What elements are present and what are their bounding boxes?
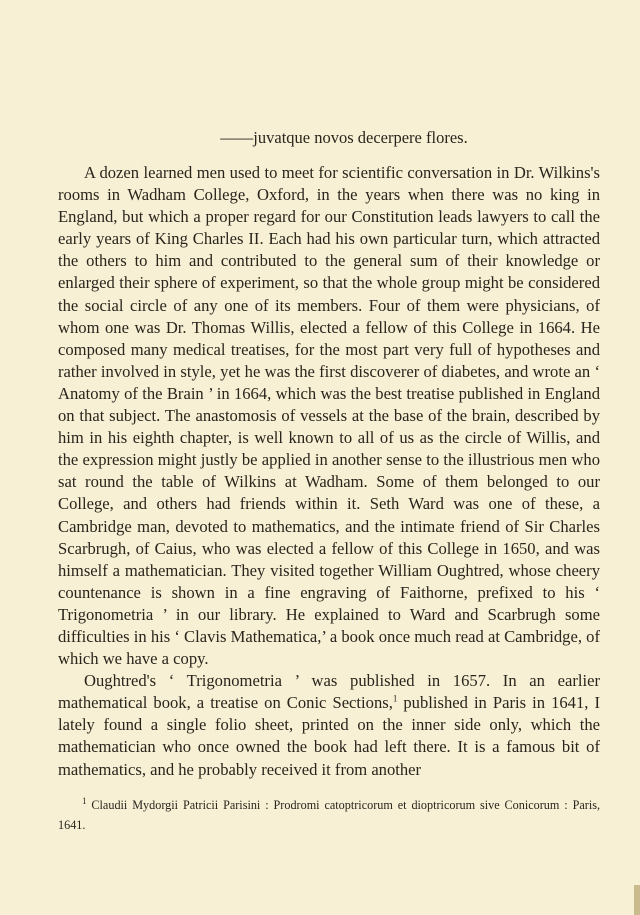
paragraph-2-part-2: published in Paris in 1641, I lately found a single folio sheet, printed on the inner side only, which the mathematician who once owned the book had left there. It is a famous bit of mathematics, and he probably received it from another <box>58 693 600 779</box>
footnote-reference: 1 <box>392 693 398 704</box>
paragraph-2 <box>58 670 600 780</box>
paragraph-2-part-1: Oughtred's ‘ Trigonometria ’ was published in 1657. In an earlier mathematical book, a treatise on Conic Sections, <box>58 671 600 713</box>
document-page <box>58 128 600 847</box>
footnote <box>58 795 600 835</box>
paragraph-1: A dozen learned men used to meet for scientific conversation in Dr. Wilkins's rooms in Wadham College, Oxford, in the years when there was no king in England, but which a proper regard for our Constitution leads lawyers to call the early years of King Charles II. Each had his own particular turn, which attracted the others to him and contributed to the general sum of their knowledge or enlarged their sphere of experiment, so that the whole group might be considered the social circle of any one of its members. Four of them were physicians, of whom one was Dr. Thomas Willis, elected a fellow of this College in 1664. He composed many medical treatises, for the most part very full of hypotheses and rather involved in style, yet he was the first discoverer of diabetes, and wrote an ‘ Anatomy of the Brain ’ in 1664, which was the best treatise published in England on that subject. The anastomosis of vessels at the base of the brain, described by him in his eighth chapter, is well known to all of us as the circle of Willis, and the expression might justly be applied in another sense to the illustrious men who sat round the table of Wilkins at Wadham. Some of them belonged to our College, and others had friends within it. Seth Ward was one of these, a Cambridge man, devoted to mathematics, and the intimate friend of Sir Charles Scarbrugh, of Caius, who was elected a fellow of this College in 1650, and was himself a mathematician. They visited together William Oughtred, whose cheery countenance is shown in a fine engraving of Faithorne, prefixed to his ‘ Trigonometria ’ in our library. He explained to Ward and Scarbrugh some difficulties in his ‘ Clavis Mathematica,’ a book once much read at Cambridge, of which we have a copy. <box>58 163 600 669</box>
page-edge-mark <box>634 885 640 915</box>
epigraph: ——juvatque novos decerpere flores. <box>220 128 468 147</box>
footnote-marker: 1 <box>82 795 87 806</box>
footnote-text: Claudii Mydorgii Patricii Parisini : Prodromi catoptricorum et dioptricorum sive Conicorum : Paris, 1641. <box>58 797 601 832</box>
